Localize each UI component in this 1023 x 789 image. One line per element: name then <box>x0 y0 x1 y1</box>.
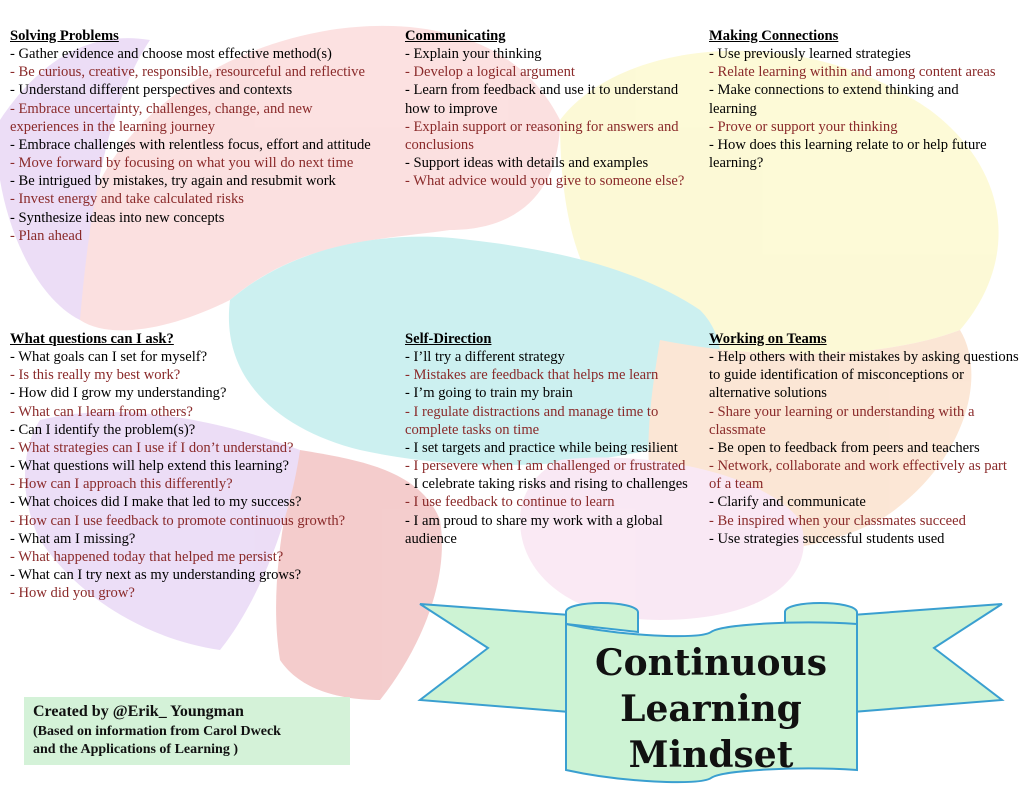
ribbon-right-tail <box>852 604 1002 712</box>
list-item: - Network, collaborate and work effectively as part of a team <box>709 458 1007 493</box>
list-item: - Invest energy and take calculated risks <box>10 191 244 208</box>
list-item: - Be intrigued by mistakes, try again and resubmit work <box>10 173 336 190</box>
list-item: - Embrace challenges with relentless focus, effort and attitude <box>10 136 371 153</box>
list-item: - Help others with their mistakes by asking questions to guide identification of misconceptions or alternative solutions <box>709 349 1019 402</box>
list-item: - Explain your thinking <box>405 46 542 63</box>
list-item: - How can I use feedback to promote continuous growth? <box>10 512 346 529</box>
list-item: - What can I learn from others? <box>10 403 193 420</box>
list-item: - Learn from feedback and use it to understand how to improve <box>405 82 679 117</box>
list-item: - Share your learning or understanding with a classmate <box>709 403 975 438</box>
list-item: - I celebrate taking risks and rising to challenges <box>405 476 688 493</box>
credit-source: (Based on information from Carol Dweck <box>33 724 281 739</box>
list-item: - How can I approach this differently? <box>10 476 233 493</box>
list-item: - Clarify and communicate <box>709 494 866 511</box>
list-item: - I’ll try a different strategy <box>405 349 565 366</box>
list-item: - What questions will help extend this learning? <box>10 458 289 475</box>
list-item: - Make connections to extend thinking and learning <box>709 82 959 117</box>
list-item: - I am proud to share my work with a global audience <box>405 512 663 547</box>
list-item: - I use feedback to continue to learn <box>405 494 615 511</box>
list-item: - Be curious, creative, responsible, resourceful and reflective <box>10 64 365 81</box>
list-item: - Use previously learned strategies <box>709 46 911 63</box>
section-title: Making Connections <box>709 28 839 44</box>
credit-box <box>24 697 350 765</box>
list-item: - How did you grow? <box>10 585 135 602</box>
credit-source-cont: and the Applications of Learning ) <box>33 742 238 757</box>
list-item: - What can I try next as my understanding grows? <box>10 567 302 584</box>
list-item: - I regulate distractions and manage time to complete tasks on time <box>405 403 659 438</box>
list-item: - Gather evidence and choose most effective method(s) <box>10 46 332 63</box>
list-item: - I persevere when I am challenged or frustrated <box>405 458 686 475</box>
list-item: - What happened today that helped me persist? <box>10 548 284 565</box>
title-line: Continuous <box>595 642 827 684</box>
list-item: - Mistakes are feedback that helps me learn <box>405 367 659 384</box>
list-item: - I set targets and practice while being resilient <box>405 439 678 456</box>
list-item: - What advice would you give to someone else? <box>405 173 685 190</box>
list-item: - Synthesize ideas into new concepts <box>10 209 225 226</box>
list-item: - Embrace uncertainty, challenges, change, and new experiences in the learning journey <box>10 100 313 135</box>
list-item: - Relate learning within and among content areas <box>709 64 996 81</box>
list-item: - What strategies can I use if I don’t understand? <box>10 439 294 456</box>
list-item: - How does this learning relate to or help future learning? <box>709 136 987 172</box>
list-item: - Be inspired when your classmates succeed <box>709 512 966 529</box>
list-item: - Understand different perspectives and contexts <box>10 82 293 99</box>
list-item: - How did I grow my understanding? <box>10 385 227 402</box>
section-title: Self-Direction <box>405 331 492 347</box>
list-item: - Develop a logical argument <box>405 64 575 81</box>
list-item: - Explain support or reasoning for answers and conclusions <box>405 118 679 153</box>
list-item: - Can I identify the problem(s)? <box>10 421 196 438</box>
list-item: - Move forward by focusing on what you will do next time <box>10 155 354 172</box>
section-title: Communicating <box>405 28 506 44</box>
title-line: Mindset <box>628 734 794 776</box>
ribbon-left-tail <box>420 604 570 712</box>
list-item: - Plan ahead <box>10 227 83 244</box>
list-item: - Use strategies successful students used <box>709 530 945 547</box>
list-item: - What am I missing? <box>10 530 136 547</box>
list-item: - What goals can I set for myself? <box>10 349 208 366</box>
section-title: Working on Teams <box>709 331 827 347</box>
page-title <box>568 640 854 778</box>
list-item: - Support ideas with details and examples <box>405 155 649 172</box>
title-line: Learning <box>620 688 802 730</box>
section-title: Solving Problems <box>10 28 119 44</box>
list-item: - I’m going to train my brain <box>405 385 573 402</box>
section-title: What questions can I ask? <box>10 331 174 347</box>
list-item: - Is this really my best work? <box>10 367 181 384</box>
list-item: - What choices did I make that led to my success? <box>10 494 302 511</box>
list-item: - Prove or support your thinking <box>709 118 898 135</box>
list-item: - Be open to feedback from peers and teachers <box>709 439 980 456</box>
credit-author: Created by @Erik_ Youngman <box>33 703 244 720</box>
